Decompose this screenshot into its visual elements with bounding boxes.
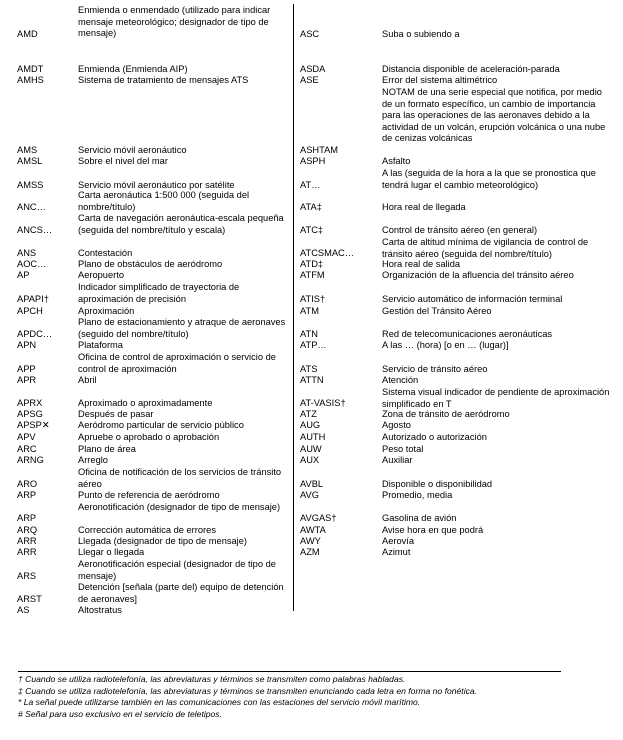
abbreviation: AWY [300, 536, 321, 546]
abbreviation-definition: Sistema visual indicador de pendiente de aproximación simplificado en T [382, 387, 610, 409]
abbreviation-definition: Después de pasar [78, 409, 154, 419]
abbreviation-definition: Control de tránsito aéreo (en general) [382, 225, 538, 235]
abbreviation: AVBL [300, 479, 324, 489]
abbreviation: AT-VASIS† [300, 398, 346, 408]
abbreviation-definition: Azimut [382, 547, 411, 557]
abbreviation: APDC… [17, 329, 53, 339]
abbreviation: ARO [17, 479, 38, 489]
abbreviation-definition: Error del sistema altimétrico [382, 75, 498, 85]
abbreviation-definition: Enmienda (Enmienda AIP) [78, 64, 188, 74]
abbreviation-definition: Abril [78, 375, 97, 385]
abbreviation: ATIS† [300, 294, 326, 304]
abbreviation: ATD‡ [300, 259, 324, 269]
footnote: # Señal para uso exclusivo en el servicio de teletipos. [18, 708, 222, 719]
abbreviation: AP [17, 270, 30, 280]
abbreviation-definition: Indicador simplificado de trayectoria de aproximación de precisión [78, 282, 240, 304]
column-divider [293, 4, 294, 611]
abbreviation-definition: Carta aeronáutica 1:500 000 (seguida del nombre/título) [78, 190, 250, 212]
abbreviation: AT… [300, 180, 321, 190]
abbreviation-definition: Disponible o disponibilidad [382, 479, 493, 489]
abbreviation: AMSS [17, 180, 44, 190]
abbreviation: APCH [17, 306, 43, 316]
abbreviation: AS [17, 605, 30, 615]
abbreviation: APR [17, 375, 37, 385]
abbreviation: APV [17, 432, 36, 442]
abbreviation-definition: Punto de referencia de aeródromo [78, 490, 220, 500]
abbreviation-definition: Aeródromo particular de servicio público [78, 420, 244, 430]
abbreviation: APSP✕ [17, 420, 50, 430]
abbreviation-definition: Aeropuerto [78, 270, 124, 280]
abbreviation: AUTH [300, 432, 326, 442]
abbreviation-definition: Apruebe o aprobado o aprobación [78, 432, 220, 442]
abbreviation: ATN [300, 329, 318, 339]
abbreviation-definition: Corrección automática de errores [78, 525, 216, 535]
abbreviation: ASHTAM [300, 145, 339, 155]
abbreviation-definition: Servicio de tránsito aéreo [382, 364, 488, 374]
abbreviation-definition: Enmienda o enmendado (utilizado para indicar mensaje meteorológico; designador de tipo de mensaje) [78, 5, 271, 38]
abbreviation: ATTN [300, 375, 324, 385]
abbreviation-definition: Detención [señala (parte del) equipo de detención de aeronaves] [78, 582, 284, 604]
abbreviation-definition: Hora real de salida [382, 259, 461, 269]
abbreviation: APRX [17, 398, 43, 408]
abbreviation: ARP [17, 513, 37, 523]
abbreviation-definition: Avise hora en que podrá [382, 525, 484, 535]
abbreviation: ATS [300, 364, 318, 374]
abbreviation-definition: Carta de navegación aeronáutica-escala pequeña (seguida del nombre/título y escala) [78, 213, 284, 235]
abbreviation: ATP… [300, 340, 327, 350]
abbreviation: ARC [17, 444, 37, 454]
abbreviation: ANCS… [17, 225, 53, 235]
abbreviation: ASDA [300, 64, 326, 74]
abbreviation: APAPI† [17, 294, 49, 304]
abbreviation-definition: Llegada (designador de tipo de mensaje) [78, 536, 248, 546]
footnotes [18, 674, 578, 720]
abbreviation-definition: Atención [382, 375, 419, 385]
abbreviation-definition: Servicio móvil aeronáutico [78, 145, 187, 155]
abbreviation-definition: Aproximación [78, 306, 135, 316]
abbreviation: AOC… [17, 259, 47, 269]
abbreviation: AVGAS† [300, 513, 337, 523]
footnote: * La señal puede utilizarse también en las comunicaciones con las estaciones del servicio móvil marítimo. [18, 697, 421, 708]
abbreviation-definition: Carta de altitud mínima de vigilancia de control de tránsito aéreo (seguida del nombre/título) [382, 237, 589, 259]
abbreviation: ATFM [300, 270, 325, 280]
abbreviation: ARR [17, 536, 37, 546]
abbreviation-definition: Zona de tránsito de aeródromo [382, 409, 510, 419]
abbreviation: APSG [17, 409, 43, 419]
abbreviation-definition: Llegar o llegada [78, 547, 145, 557]
abbreviation: AZM [300, 547, 320, 557]
abbreviation-definition: Gestión del Tránsito Aéreo [382, 306, 492, 316]
footnote-rule [18, 671, 561, 672]
abbreviation-definition: Organización de la afluencia del tránsito aéreo [382, 270, 574, 280]
abbreviation-definition: Peso total [382, 444, 424, 454]
abbreviation-definition: Red de telecomunicaciones aeronáuticas [382, 329, 553, 339]
abbreviation: ATC‡ [300, 225, 324, 235]
abbreviation: ATCSMAC… [300, 248, 355, 258]
abbreviation-definition: Sistema de tratamiento de mensajes ATS [78, 75, 249, 85]
footnote: † Cuando se utiliza radiotelefonía, las abreviaturas y términos se transmiten como palabras habladas. [18, 674, 406, 684]
abbreviation-definition: Arreglo [78, 455, 108, 465]
abbreviation-definition: Aeronotificación especial (designador de tipo de mensaje) [78, 559, 276, 581]
abbreviation: AUW [300, 444, 322, 454]
abbreviation: ARP [17, 490, 37, 500]
abbreviation-definition: Aerovía [382, 536, 415, 546]
abbreviation-definition: Altostratus [78, 605, 122, 615]
abbreviation: ANS [17, 248, 37, 258]
abbreviation: ASE [300, 75, 319, 85]
abbreviation: APN [17, 340, 37, 350]
abbreviation-definition: Hora real de llegada [382, 202, 466, 212]
abbreviation: AVG [300, 490, 319, 500]
abbreviation-definition: Aproximado o aproximadamente [78, 398, 213, 408]
footnote: ‡ Cuando se utiliza radiotelefonía, las abreviaturas y términos se transmiten enunciando cada letra en forma no fonética. [18, 685, 478, 696]
abbreviation-definition: Distancia disponible de aceleración-parada [382, 64, 560, 74]
abbreviation-definition: Auxiliar [382, 455, 413, 465]
abbreviation-definition: A las … (hora) [o en … (lugar)] [382, 340, 509, 350]
abbreviation-definition: Promedio, media [382, 490, 453, 500]
abbreviation: ATM [300, 306, 319, 316]
abbreviation-definition: Gasolina de avión [382, 513, 457, 523]
abbreviation-definition: Contestación [78, 248, 133, 258]
abbreviation-definition: A las (seguida de la hora a la que se pronostica que tendrá lugar el cambio meteorológico) [382, 168, 596, 190]
abbreviation-definition: Servicio móvil aeronáutico por satélite [78, 180, 235, 190]
abbreviation-definition: Suba o subiendo a [382, 29, 460, 39]
abbreviation-definition: NOTAM de una serie especial que notifica, por medio de un formato específico, un cambio de importancia para las operaciones de las aeronaves debido a la actividad de un volcán, erupción volcánica o una nube de cenizas volcánicas [382, 87, 606, 143]
abbreviation: ARR [17, 547, 37, 557]
abbreviation: APP [17, 364, 36, 374]
abbreviation: ANC… [17, 202, 46, 212]
abbreviation: ASC [300, 29, 320, 39]
abbreviation: ASPH [300, 156, 326, 166]
abbreviation-definition: Plano de área [78, 444, 136, 454]
abbreviation: ARQ [17, 525, 38, 535]
abbreviation: AUX [300, 455, 320, 465]
abbreviation: ARST [17, 594, 42, 604]
abbreviation: AMD [17, 29, 38, 39]
abbreviation: ATA‡ [300, 202, 322, 212]
abbreviation: AMS [17, 145, 38, 155]
abbreviation-definition: Sobre el nivel del mar [78, 156, 168, 166]
abbreviation: ARNG [17, 455, 44, 465]
abbreviation: ARS [17, 571, 37, 581]
abbreviation-definition: Aeronotificación (designador de tipo de mensaje) [78, 502, 281, 512]
abbreviation: AMDT [17, 64, 44, 74]
abbreviation-definition: Agosto [382, 420, 411, 430]
abbreviation-definition: Asfalto [382, 156, 411, 166]
abbreviation-definition: Plano de estacionamiento y atraque de aeronaves (seguido del nombre/título) [78, 317, 286, 339]
abbreviation-definition: Oficina de notificación de los servicios de tránsito aéreo [78, 467, 282, 489]
abbreviation: AMSL [17, 156, 43, 166]
abbreviation: AWTA [300, 525, 326, 535]
abbreviation-definition: Plataforma [78, 340, 123, 350]
abbreviation: AUG [300, 420, 321, 430]
abbreviation-definition: Servicio automático de información terminal [382, 294, 563, 304]
abbreviation: AMHS [17, 75, 44, 85]
abbreviation: ATZ [300, 409, 317, 419]
abbreviation-definition: Plano de obstáculos de aeródromo [78, 259, 223, 269]
abbreviation-definition: Autorizado o autorización [382, 432, 487, 442]
abbreviation-definition: Oficina de control de aproximación o servicio de control de aproximación [78, 352, 276, 374]
